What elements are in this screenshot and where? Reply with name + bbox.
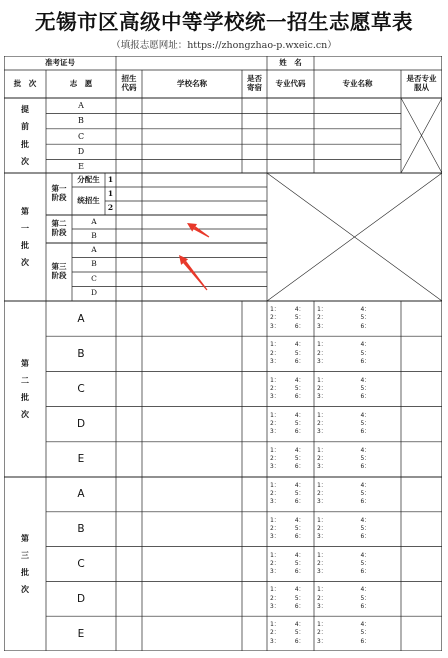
third-batch-D-major-name-slots — [317, 586, 370, 611]
first-batch-label-char: 次 — [21, 257, 29, 268]
second-batch-A-major-code-slots-line: 1： 4： — [270, 306, 305, 314]
first-batch-label-char: 批 — [21, 240, 29, 250]
second-batch-B-major-code-slots — [270, 341, 305, 366]
second-batch-C-major-code-slots-line: 1： 4： — [270, 376, 305, 384]
obey-major-header: 是否专业服从 — [406, 74, 437, 92]
third-batch-choice-C: C — [77, 557, 85, 570]
third-batch-C-major-code-slots-line: 3： 6： — [270, 568, 305, 576]
third-batch-label-char: 第 — [21, 532, 29, 543]
stage2-choice-B: B — [91, 230, 97, 240]
second-batch-C-major-code-slots-line: 2： 5： — [270, 384, 305, 392]
boarding-header: 是否寄宿 — [247, 74, 262, 92]
third-batch-E-major-code-slots-line: 1： 4： — [270, 621, 305, 629]
third-batch-E-major-name-slots-line: 1： 4： — [317, 621, 371, 629]
third-batch-label-char: 批 — [21, 567, 29, 577]
second-batch-label-char: 二 — [21, 374, 29, 385]
second-batch-E-major-name-slots-line: 3： 6： — [317, 463, 371, 471]
third-batch-D-major-code-slots-line: 1： 4： — [270, 586, 305, 594]
third-batch-E-major-code-slots — [270, 621, 305, 646]
second-batch-label — [4, 301, 46, 477]
second-batch-choice-B: B — [77, 347, 85, 360]
third-batch-A-major-name-slots-line: 1： 4： — [317, 481, 371, 489]
second-batch-E-major-code-slots-line: 3： 6： — [270, 463, 305, 471]
third-batch-D-major-name-slots-line: 3： 6： — [317, 602, 371, 610]
form-subtitle: （填报志愿网址：https://zhongzhao-p.wxeic.cn） — [111, 40, 337, 51]
stage2-label: 第二阶段 — [51, 219, 67, 237]
annotation-arrow-stage3-shaft — [183, 261, 207, 290]
third-batch-label — [4, 477, 46, 651]
second-batch-D-major-code-slots-line: 1： 4： — [270, 411, 305, 419]
early-choice-B: B — [78, 116, 84, 126]
second-batch-E-major-code-slots-line: 1： 4： — [270, 446, 305, 454]
second-batch-choice-E: E — [77, 453, 85, 466]
first-batch-label-char: 一 — [21, 222, 29, 233]
stage3-label: 第三阶段 — [51, 262, 67, 280]
enrollment-code-header: 招生代码 — [121, 74, 137, 92]
second-batch-A-major-code-slots-line: 3： 6： — [270, 322, 305, 330]
early-choice-D: D — [77, 147, 85, 157]
third-batch-E-major-name-slots — [317, 621, 370, 646]
second-batch-A-major-name-slots-line: 1： 4： — [317, 306, 371, 314]
third-batch-B-major-code-slots-line: 3： 6： — [270, 533, 305, 541]
third-batch-E-major-code-slots-line: 2： 5： — [270, 629, 305, 637]
exam-number-label: 准考证号 — [45, 57, 75, 67]
second-batch-label-char: 批 — [21, 392, 29, 402]
third-batch-choice-E: E — [77, 627, 85, 640]
second-batch-choice-D: D — [76, 418, 86, 431]
second-batch-B-major-name-slots-line: 1： 4： — [317, 341, 371, 349]
second-batch-E-major-name-slots — [317, 447, 370, 472]
third-batch-A-major-code-slots-line: 2： 5： — [270, 490, 305, 498]
major-name-header: 专业名称 — [342, 78, 373, 88]
stage3-choice-D: D — [90, 288, 97, 298]
unified-student-label: 统招生 — [77, 195, 100, 205]
batch-column-header: 批 次 — [13, 78, 37, 88]
second-batch-choice-A: A — [77, 312, 85, 325]
third-batch-B-major-name-slots-line: 1： 4： — [317, 516, 371, 524]
second-batch-B-major-name-slots-line: 3： 6： — [317, 357, 371, 365]
unified-num-2: 2 — [107, 202, 114, 212]
early-batch-label-char: 次 — [21, 155, 29, 166]
third-batch-B-major-code-slots — [270, 517, 305, 542]
early-batch-label — [4, 98, 46, 173]
second-batch-B-major-name-slots-line: 2： 5： — [317, 349, 371, 357]
third-batch-E-major-name-slots-line: 2： 5： — [317, 629, 371, 637]
third-batch-B-major-code-slots-line: 1： 4： — [270, 516, 305, 524]
second-batch-B-major-code-slots-line: 3： 6： — [270, 357, 305, 365]
second-batch-C-major-code-slots — [270, 377, 305, 402]
early-batch-label-char: 提 — [21, 104, 29, 115]
second-batch-A-major-code-slots — [270, 306, 305, 331]
third-batch-B-major-name-slots-line: 2： 5： — [317, 524, 371, 532]
early-batch-label-char: 前 — [21, 121, 29, 132]
second-batch-C-major-name-slots-line: 3： 6： — [317, 393, 371, 401]
unified-num-1: 1 — [107, 188, 114, 198]
third-batch-C-major-name-slots — [317, 552, 370, 577]
third-batch-D-major-code-slots-line: 2： 5： — [270, 594, 305, 602]
stage3-choice-A: A — [91, 244, 97, 254]
second-batch-B-major-code-slots-line: 1： 4： — [270, 341, 305, 349]
third-batch-choice-D: D — [76, 592, 86, 605]
third-batch-D-major-name-slots-line: 2： 5： — [317, 594, 371, 602]
second-batch-B-major-name-slots — [317, 341, 370, 366]
third-batch-C-major-code-slots-line: 1： 4： — [270, 551, 305, 559]
school-name-header: 学校名称 — [177, 78, 207, 88]
second-batch-C-major-name-slots-line: 2： 5： — [317, 384, 371, 392]
annotation-arrow-stage2-shaft — [194, 226, 210, 237]
stage1-label: 第一阶段 — [51, 184, 67, 202]
second-batch-D-major-code-slots-line: 2： 5： — [270, 419, 305, 427]
major-code-header: 专业代码 — [275, 78, 306, 88]
third-batch-E-major-code-slots-line: 3： 6： — [270, 637, 305, 645]
third-batch-C-major-name-slots-line: 2： 5： — [317, 559, 371, 567]
second-batch-D-major-name-slots-line: 1： 4： — [317, 411, 371, 419]
second-batch-D-major-code-slots — [270, 412, 305, 437]
third-batch-choice-B: B — [77, 523, 85, 536]
third-batch-D-major-code-slots-line: 3： 6： — [270, 602, 305, 610]
third-batch-C-major-code-slots-line: 2： 5： — [270, 559, 305, 567]
third-batch-A-major-name-slots-line: 3： 6： — [317, 498, 371, 506]
second-batch-E-major-code-slots — [270, 447, 305, 472]
second-batch-E-major-name-slots-line: 1： 4： — [317, 446, 371, 454]
second-batch-A-major-name-slots — [317, 306, 370, 331]
third-batch-C-major-code-slots — [270, 552, 305, 577]
stage3-choice-C: C — [91, 273, 97, 283]
allocated-num: 1 — [107, 174, 114, 184]
second-batch-A-major-code-slots-line: 2： 5： — [270, 314, 305, 322]
third-batch-label-char: 次 — [21, 584, 29, 595]
second-batch-choice-C: C — [77, 382, 85, 395]
second-batch-A-major-name-slots-line: 2： 5： — [317, 314, 371, 322]
third-batch-B-major-name-slots-line: 3： 6： — [317, 533, 371, 541]
name-label: 姓 名 — [279, 57, 302, 67]
first-batch-label-char: 第 — [21, 205, 29, 216]
third-batch-B-major-code-slots-line: 2： 5： — [270, 524, 305, 532]
early-choice-E: E — [78, 161, 84, 171]
second-batch-C-major-code-slots-line: 3： 6： — [270, 393, 305, 401]
annotation-arrow-stage2 — [187, 223, 209, 238]
third-batch-A-major-name-slots-line: 2： 5： — [317, 490, 371, 498]
stage3-choice-B: B — [91, 259, 97, 269]
second-batch-D-major-name-slots — [317, 412, 370, 437]
second-batch-C-major-name-slots — [317, 377, 370, 402]
third-batch-A-major-code-slots-line: 3： 6： — [270, 498, 305, 506]
form-title: 无锡市区高级中等学校统一招生志愿草表 — [35, 10, 413, 34]
second-batch-D-major-name-slots-line: 2： 5： — [317, 419, 371, 427]
third-batch-A-major-code-slots — [270, 482, 305, 507]
second-batch-label-char: 第 — [21, 357, 29, 368]
early-choice-C: C — [77, 131, 85, 141]
third-batch-D-major-code-slots — [270, 586, 305, 611]
choice-column-header: 志 愿 — [69, 78, 93, 88]
allocated-student-label: 分配生 — [77, 174, 100, 184]
third-batch-choice-A: A — [77, 488, 85, 501]
second-batch-D-major-code-slots-line: 3： 6： — [270, 428, 305, 436]
third-batch-D-major-name-slots-line: 1： 4： — [317, 586, 371, 594]
second-batch-C-major-name-slots-line: 1： 4： — [317, 376, 371, 384]
third-batch-A-major-code-slots-line: 1： 4： — [270, 481, 305, 489]
third-batch-E-major-name-slots-line: 3： 6： — [317, 637, 371, 645]
third-batch-B-major-name-slots — [317, 517, 370, 542]
second-batch-A-major-name-slots-line: 3： 6： — [317, 322, 371, 330]
second-batch-E-major-name-slots-line: 2： 5： — [317, 455, 371, 463]
stage2-choice-A: A — [91, 216, 97, 226]
second-batch-D-major-name-slots-line: 3： 6： — [317, 428, 371, 436]
annotation-arrow-stage3 — [179, 255, 207, 290]
third-batch-C-major-name-slots-line: 3： 6： — [317, 568, 371, 576]
first-batch-label — [4, 173, 46, 301]
third-batch-A-major-name-slots — [317, 482, 370, 507]
third-batch-label-char: 三 — [21, 549, 29, 560]
second-batch-label-char: 次 — [21, 409, 29, 420]
early-batch-label-char: 批 — [21, 138, 29, 149]
second-batch-E-major-code-slots-line: 2： 5： — [270, 455, 305, 463]
second-batch-B-major-code-slots-line: 2： 5： — [270, 349, 305, 357]
third-batch-C-major-name-slots-line: 1： 4： — [317, 551, 371, 559]
early-choice-A: A — [78, 101, 84, 111]
